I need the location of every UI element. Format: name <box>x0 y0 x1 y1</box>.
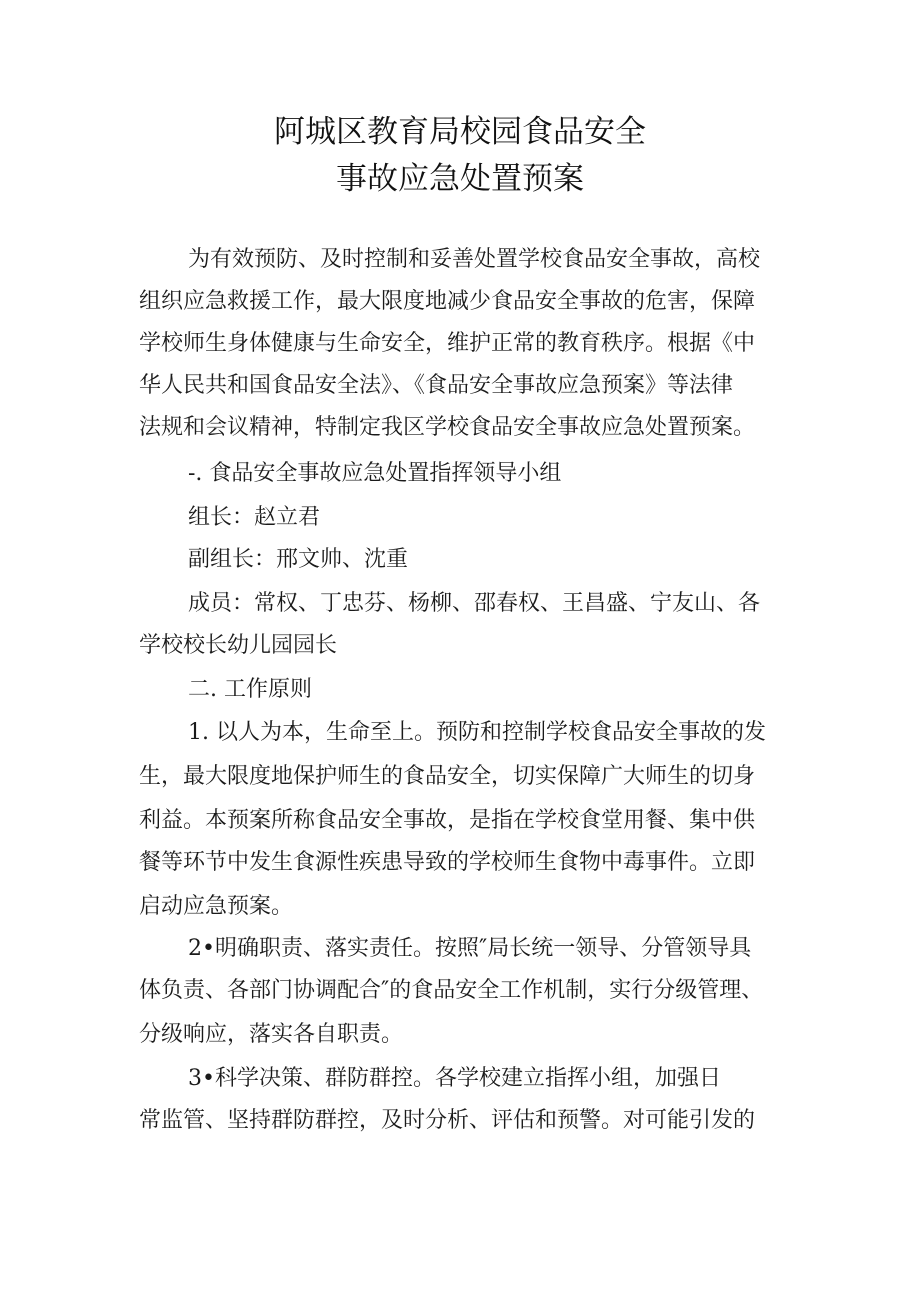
principle-1-line: 1. 以人为本，生命至上。预防和控制学校食品安全事故的发 <box>188 720 766 745</box>
members-line-continued: 学校校长幼儿园园长 <box>139 633 338 658</box>
principle-1-line: 生，最大限度地保护师生的食品安全，切实保障广大师生的切身 <box>139 764 756 789</box>
paragraph-line: 学校师生身体健康与生命安全，维护正常的教育秩序。根据《中 <box>139 331 756 356</box>
principle-1-line: 启动应急预案。 <box>139 894 294 919</box>
principle-2-line: 分级响应，落实各自职责。 <box>139 1022 404 1047</box>
principle-2-line: 体负责、各部门协调配合″的食品安全工作机制，实行分级管理、 <box>139 978 764 1003</box>
paragraph-line: 为有效预防、及时控制和妥善处置学校食品安全事故，高校 <box>188 247 761 272</box>
document-title-line-2: 事故应急处置预案 <box>336 161 584 197</box>
paragraph-line: 组织应急救援工作，最大限度地减少食品安全事故的危害，保障 <box>139 289 756 314</box>
principle-3-line: 3•科学决策、群防群控。各学校建立指挥小组，加强日 <box>188 1066 721 1091</box>
deputy-leader-line: 副组长：邢文帅、沈重 <box>188 547 409 572</box>
principle-1-line: 餐等环节中发生食源性疾患导致的学校师生食物中毒事件。立即 <box>139 850 756 875</box>
members-line: 成员：常权、丁忠芬、杨柳、邵春权、王昌盛、宁友山、各 <box>188 591 761 616</box>
principle-1-line: 利益。本预案所称食品安全事故，是指在学校食堂用餐、集中供 <box>139 808 756 833</box>
document-title-line-1: 阿城区教育局校园食品安全 <box>274 114 646 150</box>
team-leader-line: 组长：赵立君 <box>188 505 321 530</box>
principle-3-line: 常监管、坚持群防群控，及时分析、评估和预警。对可能引发的 <box>139 1108 756 1133</box>
principle-2-line: 2•明确职责、落实责任。按照″局长统一领导、分管领导具 <box>188 936 752 961</box>
paragraph-line: 法规和会议精神，特制定我区学校食品安全事故应急处置预案。 <box>139 415 756 440</box>
section-heading-1: -. 食品安全事故应急处置指挥领导小组 <box>188 461 562 486</box>
section-heading-2: 二. 工作原则 <box>188 677 312 702</box>
paragraph-line: 华人民共和国食品安全法》、《食品安全事故应急预案》等法律 <box>139 373 734 398</box>
